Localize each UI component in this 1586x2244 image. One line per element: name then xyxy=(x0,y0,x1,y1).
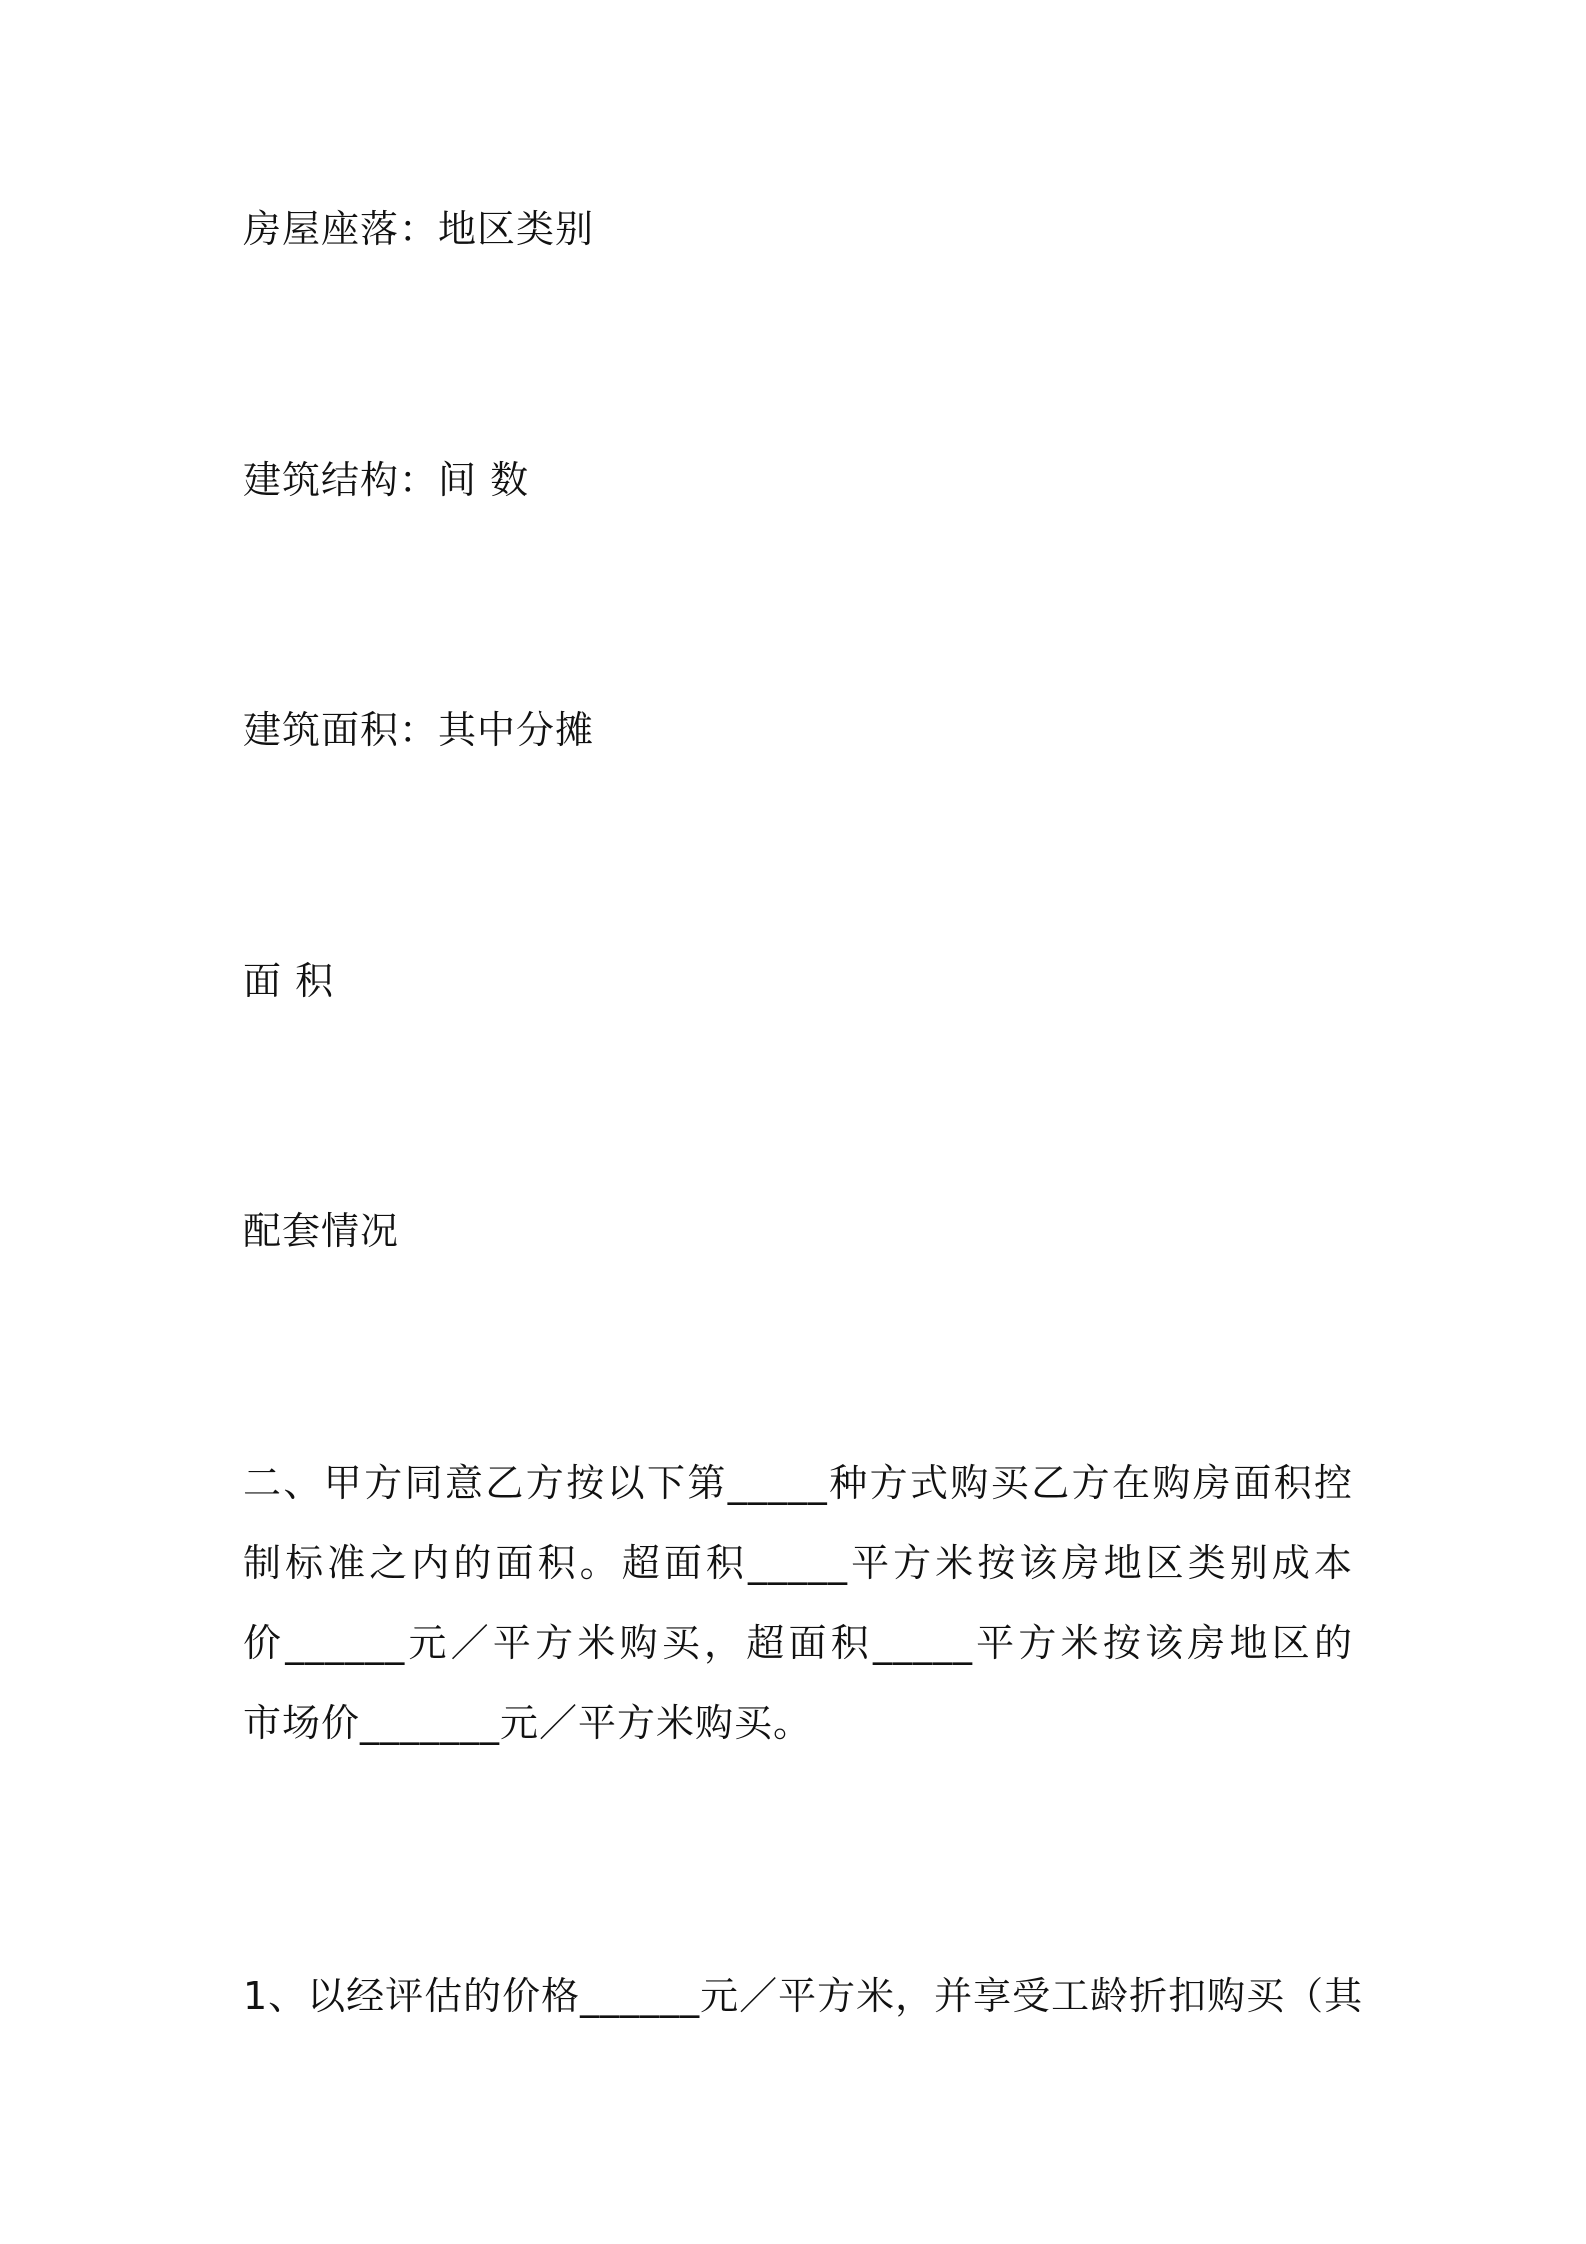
field-area: 面 积 xyxy=(243,959,335,1003)
field-facilities: 配套情况 xyxy=(243,1209,400,1253)
paragraph-line: 市场价_______元／平方米购买。 xyxy=(243,1701,813,1745)
item-one-paragraph xyxy=(243,1956,1364,2036)
field-house-location: 房屋座落：地区类别 xyxy=(243,207,595,251)
paragraph-line: 二、甲方同意乙方按以下第_____种方式购买乙方在购房面积控 xyxy=(243,1461,1353,1505)
paragraph-line: 价______元／平方米购买，超面积_____平方米按该房地区的 xyxy=(243,1621,1353,1665)
paragraph-line: 制标准之内的面积。超面积_____平方米按该房地区类别成本 xyxy=(243,1541,1353,1585)
section-two-paragraph xyxy=(243,1443,1353,1763)
field-building-area: 建筑面积：其中分摊 xyxy=(243,708,595,752)
paragraph-line: 1、以经评估的价格______元／平方米，并享受工龄折扣购买（其 xyxy=(243,1974,1364,2018)
field-building-structure: 建筑结构：间 数 xyxy=(243,458,530,502)
